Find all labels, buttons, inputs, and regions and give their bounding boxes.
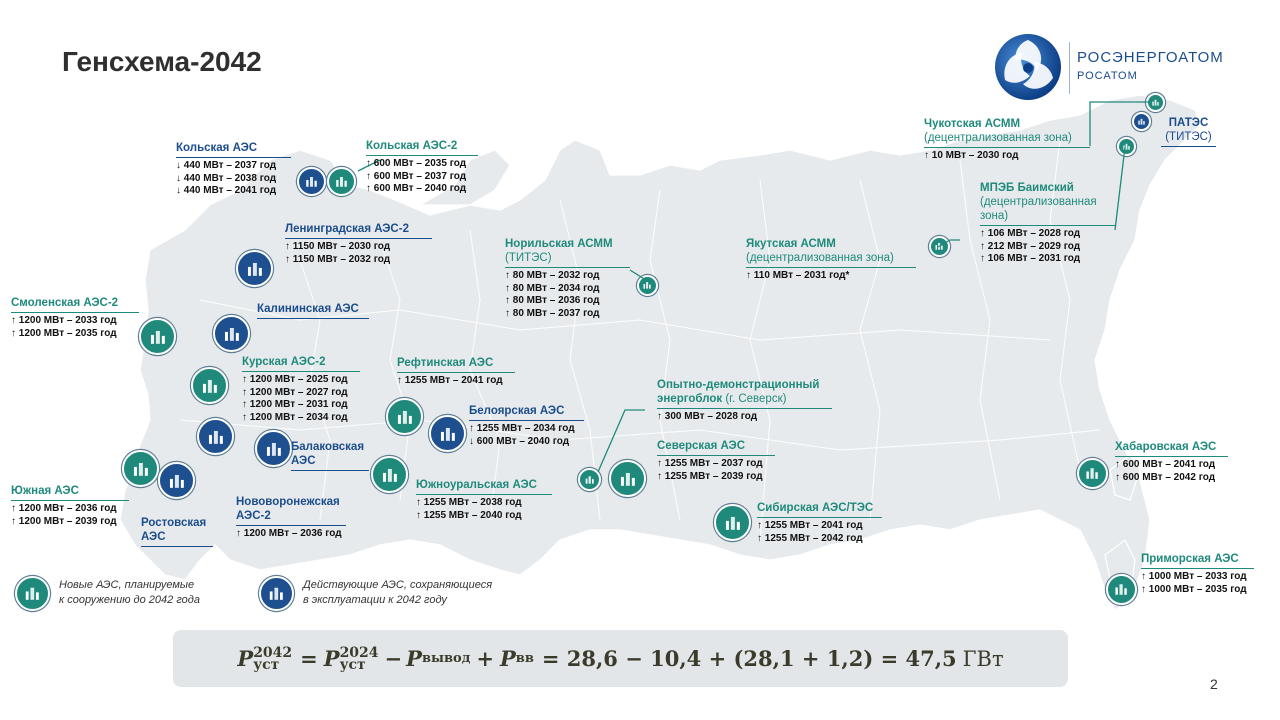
baimsky-label: [980, 181, 1115, 266]
formula-p1-sup: 2042: [253, 644, 293, 661]
norilsk-label: [505, 237, 630, 320]
seversk-demo-label: [657, 378, 832, 424]
khabarovsk-new-plant-icon[interactable]: [1077, 458, 1108, 489]
beloyarsk-label: [469, 404, 584, 448]
yuzhnaya-line-2: ↑ 1200 МВт – 2039 год: [11, 515, 117, 527]
kola-label: [176, 141, 291, 198]
kursk2-label: [242, 355, 360, 424]
beloyarsk-name: Белоярская АЭС: [469, 404, 584, 421]
page-number: 2: [1210, 676, 1218, 692]
kola2-line-1: ↑ 600 МВт – 2035 год: [366, 158, 467, 169]
primorskaya-new-plant-icon[interactable]: [1106, 574, 1137, 605]
severskaya-label: [657, 439, 775, 483]
sibirskaya-label: [757, 501, 882, 545]
chukotka-line-1: ↑ 10 МВт – 2030 год: [924, 150, 1019, 161]
smolensk2-label: [11, 296, 139, 340]
kursk2-line-4: ↑ 1200 МВт – 2034 год: [242, 411, 348, 423]
baimsky-name: МПЭБ Баимский: [980, 182, 1074, 194]
novovoronezh2-existing-plant-icon[interactable]: [197, 418, 234, 455]
pates-existing-plant-icon[interactable]: [1132, 112, 1151, 131]
kursk2-new-plant-icon[interactable]: [191, 367, 228, 404]
beloyarsk-existing-plant-icon[interactable]: [429, 415, 466, 452]
chukotka-name: Чукотская АСММ: [924, 118, 1021, 130]
reftinskaya-new-plant-icon[interactable]: [386, 398, 423, 435]
reftinskaya-name: Рефтинская АЭС: [397, 356, 515, 373]
seversk-demo-sub: (г. Северск): [725, 393, 787, 405]
pates-name: ПАТЭС: [1168, 117, 1209, 129]
pates-sub: (ТИТЭС): [1165, 131, 1212, 143]
norilsk-line-4: ↑ 80 МВт – 2037 год: [505, 307, 600, 319]
kursk2-line-2: ↑ 1200 МВт – 2027 год: [242, 386, 348, 398]
leningrad2-name: Ленинградская АЭС-2: [285, 222, 432, 239]
novovoronezh2-line-1: ↑ 1200 МВт – 2036 год: [236, 528, 342, 539]
kalinin-label: [257, 302, 369, 319]
reftinskaya-label: [397, 356, 515, 388]
new-plant-icon: [15, 576, 50, 611]
severskaya-new-plant-icon[interactable]: [609, 460, 646, 497]
khabarovsk-line-1: ↑ 600 МВт – 2041 год: [1115, 459, 1216, 470]
logo-subname: РОСАТОМ: [1077, 70, 1138, 82]
yuzhnaya-label: [11, 484, 129, 528]
legend-new-text-1: Новые АЭС, планируемые: [59, 579, 195, 591]
kola2-label: [366, 139, 478, 196]
capacity-formula: [173, 630, 1068, 687]
kalinin-name: Калининская АЭС: [257, 302, 369, 319]
pates-label: [1161, 116, 1216, 147]
smolensk2-line-2: ↑ 1200 МВт – 2035 год: [11, 327, 117, 339]
legend-new-text-2: к сооружению до 2042 года: [59, 594, 200, 606]
slide-title: Генсхема-2042: [62, 46, 262, 77]
novovoronezh2-label: [236, 495, 346, 541]
norilsk-new-plant-icon[interactable]: [637, 275, 658, 296]
novovoronezh2-name: Нововоронежская АЭС-2: [236, 495, 346, 526]
kursk2-line-3: ↑ 1200 МВт – 2031 год: [242, 399, 348, 410]
formula-p4: P: [499, 646, 516, 671]
balakovo-name: Балаковская АЭС: [291, 440, 369, 471]
leningrad2-line-1: ↑ 1150 МВт – 2030 год: [285, 241, 391, 252]
kola2-new-plant-icon[interactable]: [327, 167, 356, 196]
formula-minus1: −: [384, 646, 403, 671]
khabarovsk-label: [1115, 440, 1228, 484]
yakutsk-label: [746, 237, 916, 283]
yakutsk-line-1: ↑ 110 МВт – 2031 год*: [746, 270, 850, 281]
leningrad2-existing-plant-icon[interactable]: [236, 250, 273, 287]
formula-p4-sub: вв: [515, 651, 534, 666]
primorskaya-name: Приморская АЭС: [1141, 552, 1254, 569]
reftinskaya-line-1: ↑ 1255 МВт – 2041 год: [397, 375, 503, 386]
sibirskaya-line-2: ↑ 1255 МВт – 2042 год: [757, 532, 863, 544]
norilsk-sub: (ТИТЭС): [505, 252, 552, 264]
logo-name: РОСЭНЕРГОАТОМ: [1077, 49, 1224, 66]
kola-line-1: ↓ 440 МВт – 2037 год: [176, 160, 277, 171]
yakutsk-sub: (децентрализованная зона): [746, 252, 894, 264]
norilsk-line-2: ↑ 80 МВт – 2034 год: [505, 282, 600, 294]
kola-line-3: ↓ 440 МВт – 2041 год: [176, 185, 277, 196]
primorskaya-line-1: ↑ 1000 МВт – 2033 год: [1141, 571, 1247, 582]
leningrad2-label: [285, 222, 432, 266]
kalinin-existing-plant-icon[interactable]: [213, 315, 250, 352]
rostov-existing-plant-icon[interactable]: [158, 462, 195, 499]
formula-plus1: +: [476, 646, 494, 671]
legend-existing-text-1: Действующие АЭС, сохраняющиеся: [303, 579, 493, 591]
balakovo-label: [291, 440, 369, 471]
formula-p1-sub: уст: [253, 656, 280, 673]
yakutsk-new-plant-icon[interactable]: [929, 236, 950, 257]
kola-name: Кольская АЭС: [176, 141, 291, 158]
primorskaya-line-2: ↑ 1000 МВт – 2035 год: [1141, 583, 1247, 595]
existing-plant-icon: [259, 576, 294, 611]
chukotka-sub: (децентрализованная зона): [924, 132, 1072, 144]
norilsk-name: Норильская АСММ: [505, 238, 613, 250]
leningrad2-line-2: ↑ 1150 МВт – 2032 год: [285, 253, 391, 265]
balakovo-existing-plant-icon[interactable]: [255, 430, 292, 467]
yakutsk-name: Якутская АСММ: [746, 238, 836, 250]
yuzhnouralsk-line-1: ↑ 1255 МВт – 2038 год: [416, 497, 522, 508]
kola2-line-2: ↑ 600 МВт – 2037 год: [366, 170, 467, 182]
rostov-name: Ростовская АЭС: [141, 516, 213, 547]
sibirskaya-line-1: ↑ 1255 МВт – 2041 год: [757, 520, 863, 531]
norilsk-line-3: ↑ 80 МВт – 2036 год: [505, 295, 600, 306]
baimsky-sub: (децентрализованная зона): [980, 196, 1097, 222]
baimsky-new-plant-icon[interactable]: [1117, 137, 1136, 156]
formula-p3-sub: вывод: [421, 651, 471, 666]
formula-p2: P: [323, 646, 340, 671]
kola-existing-plant-icon[interactable]: [297, 167, 326, 196]
seversk-demo-name: Опытно-демонстрационный энергоблок: [657, 379, 820, 405]
severskaya-line-1: ↑ 1255 МВт – 2037 год: [657, 458, 763, 469]
formula-p2-sup: 2024: [339, 644, 379, 661]
severskaya-line-2: ↑ 1255 МВт – 2039 год: [657, 470, 763, 482]
kola2-name: Кольская АЭС-2: [366, 139, 478, 156]
seversk-demo-line-1: ↑ 300 МВт – 2028 год: [657, 411, 758, 422]
seversk-demo-new-plant-icon[interactable]: [578, 468, 601, 491]
smolensk2-new-plant-icon[interactable]: [139, 318, 176, 355]
baimsky-line-2: ↑ 212 МВт – 2029 год: [980, 240, 1081, 252]
legend-existing-text-2: в эксплуатации к 2042 году: [303, 594, 447, 606]
yuzhnaya-line-1: ↑ 1200 МВт – 2036 год: [11, 503, 117, 514]
yuzhnaya-name: Южная АЭС: [11, 484, 129, 501]
chukotka-new-plant-icon[interactable]: [1146, 93, 1165, 112]
yuzhnouralsk-new-plant-icon[interactable]: [371, 456, 408, 493]
chukotka-label: [924, 117, 1090, 163]
kursk2-name: Курская АЭС-2: [242, 355, 360, 372]
formula-p2-sub: уст: [339, 656, 366, 673]
sibirskaya-name: Сибирская АЭС/ТЭС: [757, 501, 882, 518]
formula-p3: P: [406, 646, 422, 671]
yuzhnaya-new-plant-icon[interactable]: [122, 450, 159, 487]
beloyarsk-line-2: ↓ 600 МВт – 2040 год: [469, 435, 570, 447]
formula-p1: P: [237, 646, 254, 671]
primorskaya-label: [1141, 552, 1254, 596]
smolensk2-line-1: ↑ 1200 МВт – 2033 год: [11, 315, 117, 326]
sibirskaya-new-plant-icon[interactable]: [714, 504, 751, 541]
rostov-label: [141, 516, 213, 547]
formula-unit: ГВт: [962, 646, 1004, 671]
norilsk-line-1: ↑ 80 МВт – 2032 год: [505, 270, 600, 281]
severskaya-name: Северская АЭС: [657, 439, 775, 456]
baimsky-line-3: ↑ 106 МВт – 2031 год: [980, 253, 1081, 264]
kola-line-2: ↓ 440 МВт – 2038 год: [176, 172, 277, 184]
beloyarsk-line-1: ↑ 1255 МВт – 2034 год: [469, 423, 575, 434]
formula-eq1: =: [300, 646, 318, 671]
formula-rhs: = 28,6 − 10,4 + (28,1 + 1,2) = 47,5: [541, 646, 957, 671]
kursk2-line-1: ↑ 1200 МВт – 2025 год: [242, 374, 348, 385]
kola2-line-3: ↑ 600 МВт – 2040 год: [366, 183, 467, 194]
yuzhnouralsk-label: [416, 478, 552, 522]
yuzhnouralsk-name: Южноуральская АЭС: [416, 478, 552, 495]
yuzhnouralsk-line-2: ↑ 1255 МВт – 2040 год: [416, 509, 522, 521]
baimsky-line-1: ↑ 106 МВт – 2028 год: [980, 228, 1081, 239]
khabarovsk-name: Хабаровская АЭС: [1115, 440, 1228, 457]
khabarovsk-line-2: ↑ 600 МВт – 2042 год: [1115, 471, 1216, 483]
smolensk2-name: Смоленская АЭС-2: [11, 296, 139, 313]
